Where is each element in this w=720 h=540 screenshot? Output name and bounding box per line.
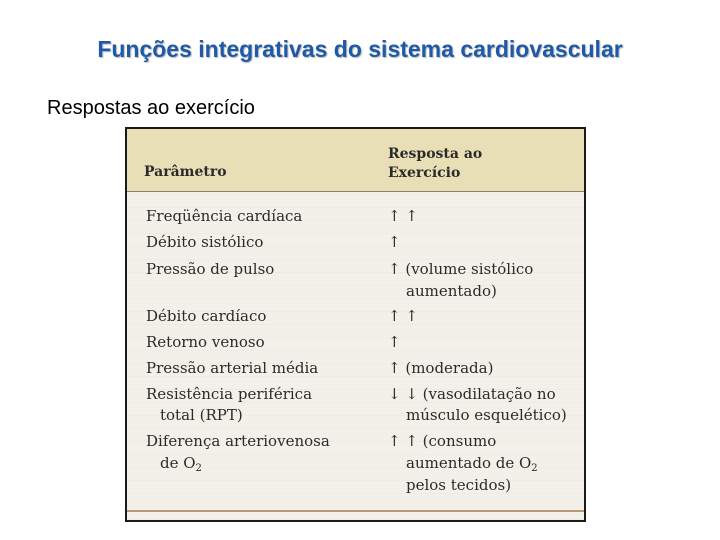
table-bottom-rule bbox=[127, 510, 584, 512]
row-resp-stroke-volume: ↑ bbox=[388, 233, 401, 251]
row-resp-av-o2-sub: 2 bbox=[531, 463, 538, 474]
scanned-table-image bbox=[125, 127, 586, 522]
row-param-heart-rate: Freqüência cardíaca bbox=[146, 207, 303, 225]
row-resp-av-o2: aumentado de O bbox=[406, 454, 532, 472]
header-parameter: Parâmetro bbox=[144, 164, 227, 180]
row-resp-av-difference-cont2: pelos tecidos) bbox=[406, 476, 512, 494]
table-paper bbox=[127, 129, 584, 520]
row-param-av-difference: Diferença arteriovenosa bbox=[146, 432, 330, 450]
row-param-mean-arterial-pressure: Pressão arterial média bbox=[146, 359, 319, 377]
row-resp-cardiac-output: ↑ ↑ bbox=[388, 307, 418, 325]
header-response-line2: Exercício bbox=[388, 165, 461, 181]
slide-title: Funções integrativas do sistema cardiovascular bbox=[97, 36, 623, 62]
row-param-av-difference-cont bbox=[160, 452, 400, 480]
row-resp-mean-arterial-pressure: ↑ (moderada) bbox=[388, 359, 494, 377]
row-param-venous-return: Retorno venoso bbox=[146, 333, 265, 351]
row-param-stroke-volume: Débito sistólico bbox=[146, 233, 264, 251]
row-resp-venous-return: ↑ bbox=[388, 333, 401, 351]
slide-subtitle: Respostas ao exercício bbox=[47, 97, 255, 119]
row-param-peripheral-resistance: Resistência periférica bbox=[146, 385, 313, 403]
row-resp-peripheral-resistance-cont: músculo esquelético) bbox=[406, 406, 567, 424]
header-response bbox=[388, 145, 482, 183]
row-param-av-o2: de O bbox=[160, 454, 196, 472]
row-param-av-o2-sub: 2 bbox=[195, 463, 202, 474]
row-resp-pulse-pressure-cont: aumentado) bbox=[406, 282, 497, 300]
table-header bbox=[127, 129, 584, 192]
row-resp-heart-rate: ↑ ↑ bbox=[388, 207, 418, 225]
row-resp-av-difference: ↑ ↑ (consumo bbox=[388, 432, 497, 450]
row-param-pulse-pressure: Pressão de pulso bbox=[146, 260, 275, 278]
row-param-peripheral-resistance-cont: total (RPT) bbox=[160, 406, 243, 424]
row-resp-pulse-pressure: ↑ (volume sistólico bbox=[388, 260, 534, 278]
row-param-cardiac-output: Débito cardíaco bbox=[146, 307, 267, 325]
row-resp-peripheral-resistance: ↓ ↓ (vasodilatação no bbox=[388, 385, 556, 403]
header-response-line1: Resposta ao bbox=[388, 146, 483, 162]
